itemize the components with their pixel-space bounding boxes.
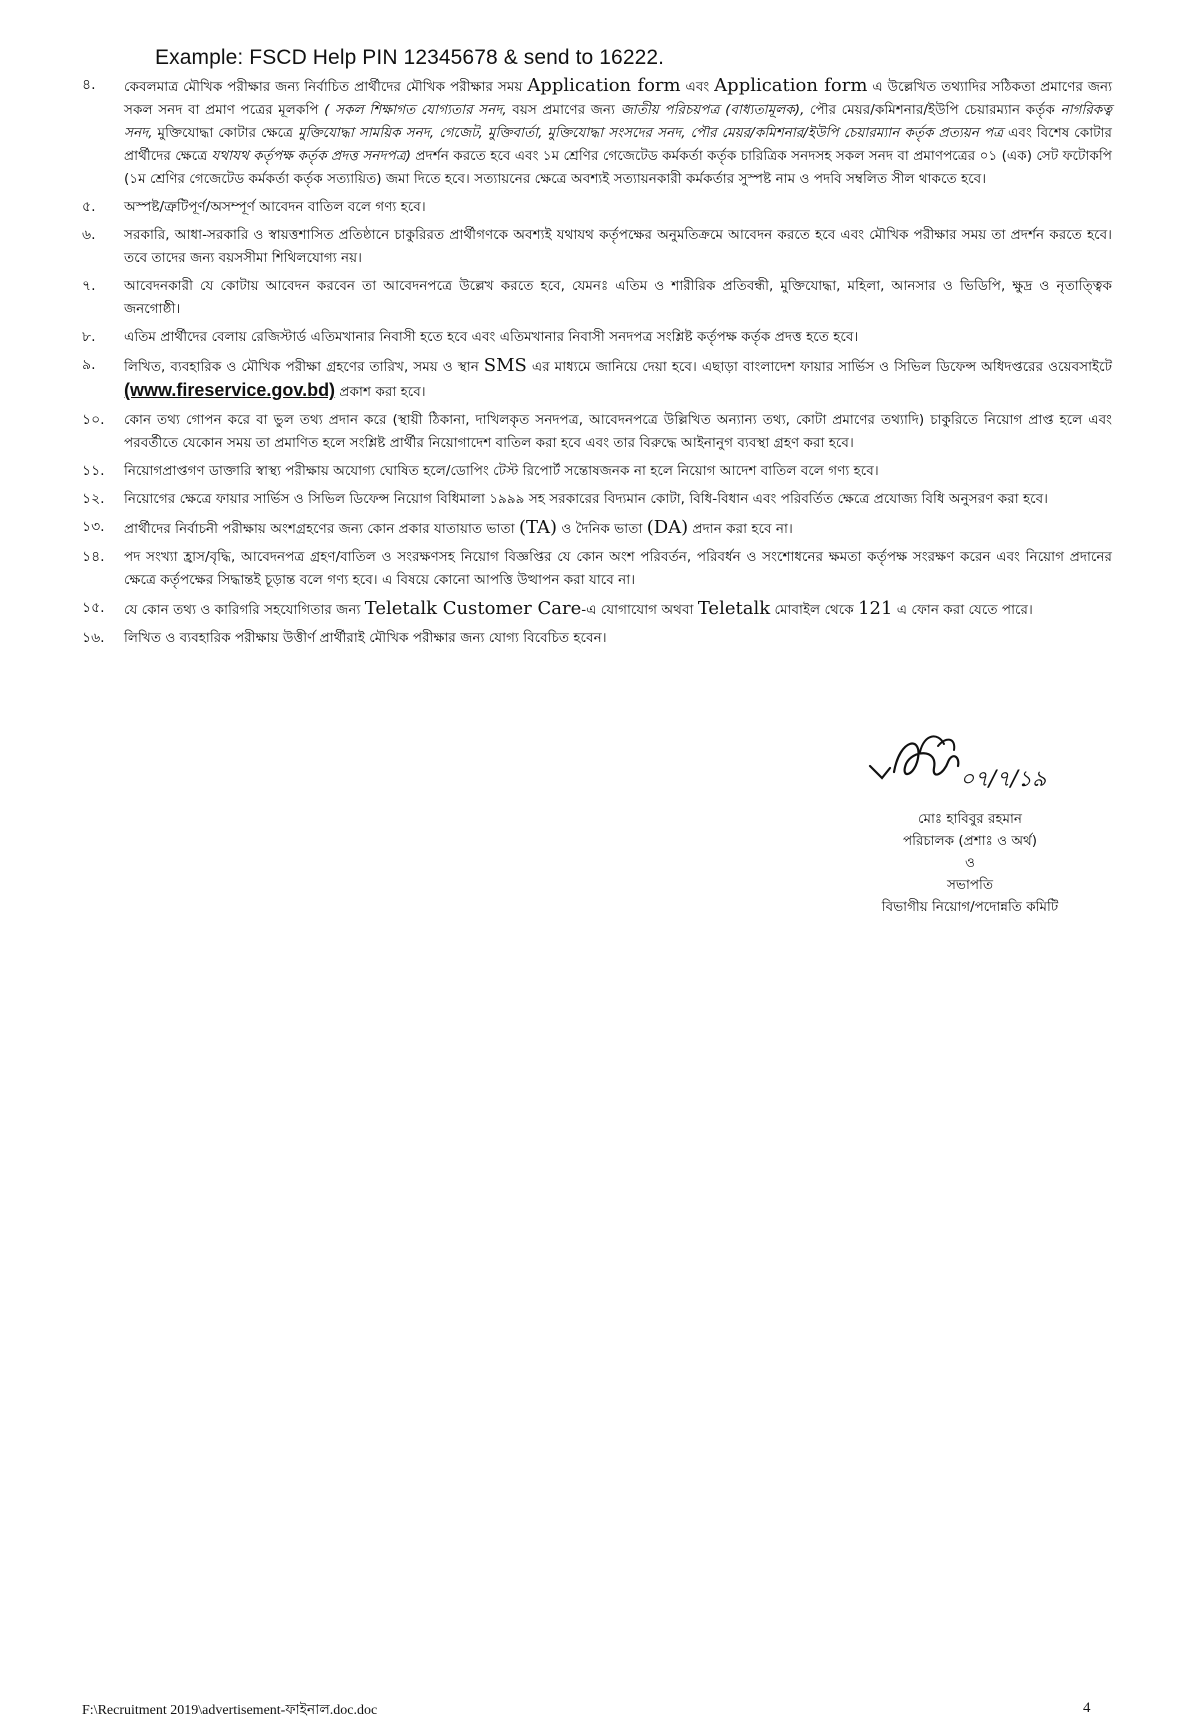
text-segment: (TA) <box>518 517 558 538</box>
item-number: ৬. <box>82 227 96 243</box>
item-number: ১২. <box>82 491 105 507</box>
text-segment: Teletalk Customer Care <box>364 598 582 619</box>
text-segment: এবং <box>680 79 715 95</box>
list-item <box>82 196 1112 219</box>
text-segment: নাগরিকত্ব সনদ, <box>124 102 1112 141</box>
handwritten-signature <box>860 728 1090 798</box>
text-segment: এবং বিশেষ কোটার প্রার্থীদের ক্ষেত্রে <box>124 125 1112 164</box>
item-number: ১৩. <box>82 519 105 535</box>
footer-page-number: 4 <box>1083 1700 1091 1716</box>
item-text: কোন তথ্য গোপন করে বা ভুল তথ্য প্রদান করে (স্থায়ী ঠিকানা, দাখিলকৃত সনদপত্র, আবেদনপত্রে উল্লিখিত অন্যান্য তথ্য, কোটা প্রমাণের তথ্যাদি) চাকুরিতে নিয়োগ প্রাপ্ত হলে এবং পরবর্তীতে যেকোন সময় তা প্রমাণিত হলে সংশ্লিষ্ট প্রার্থীর নিয়োগাদেশ বাতিল করা হবে এবং তার বিরুদ্ধে আইনানুগ ব্যবস্থা গ্রহণ করা হবে। <box>124 412 1112 451</box>
item-number: ৫. <box>82 199 96 215</box>
text-segment: বয়স প্রমাণের জন্য <box>506 102 621 118</box>
item-text <box>124 354 1112 404</box>
item-text: অস্পষ্ট/ত্রুটিপূর্ণ/অসম্পূর্ণ আবেদন বাতিল বলে গণ্য হবে। <box>124 199 426 215</box>
signatory-name: মোঃ হাবিবুর রহমান <box>918 811 1022 827</box>
signatory-conjunction: ও <box>965 855 975 871</box>
text-segment: Application form <box>527 75 681 96</box>
text-segment: 121 <box>858 598 893 619</box>
text-segment: এ ফোন করা যেতে পারে। <box>892 602 1033 618</box>
item-text: লিখিত ও ব্যবহারিক পরীক্ষায় উত্তীর্ণ প্রার্থীরাই মৌখিক পরীক্ষার জন্য যোগ্য বিবেচিত হবেন। <box>124 630 607 646</box>
signatory-committee: বিভাগীয় নিয়োগ/পদোন্নতি কমিটি <box>881 899 1059 915</box>
text-segment: পৌর মেয়র/কমিশনার/ইউপি চেয়ারম্যান কর্তৃক <box>804 102 1061 118</box>
signatory-designation: পরিচালক (প্রশাঃ ও অর্থ) <box>902 833 1038 849</box>
footer-file-path: F:\Recruitment 2019\advertisement-ফাইনাল.doc.doc <box>82 1703 378 1718</box>
list-item <box>82 275 1112 321</box>
text-segment: জাতীয় পরিচয়পত্র (বাধ্যতামূলক), <box>620 102 805 118</box>
text-segment: এ উল্লেখিত তথ্যাদির সঠিকতা প্রমাণের জন্য সকল সনদ বা প্রমাণ পত্রের মূলকপি <box>124 79 1113 118</box>
list-item <box>82 516 1112 541</box>
text-segment: ও দৈনিক ভাতা <box>557 521 647 537</box>
item-number: ১১. <box>82 463 105 479</box>
list-item <box>82 460 1112 483</box>
item-number: ৪. <box>82 77 96 93</box>
list-item <box>82 597 1112 622</box>
list-item <box>82 354 1112 404</box>
item-text: সরকারি, আধা-সরকারি ও স্বায়ত্তশাসিত প্রতিষ্ঠানে চাকুরিরত প্রার্থীগণকে অবশ্যই যথাযথ কর্তৃপক্ষের অনুমতিক্রমে আবেদন করতে হবে এবং মৌখিক পরীক্ষার সময় তা প্রদর্শন করতে হবে। তবে তাদের জন্য বয়সসীমা শিথিলযোগ্য নয়। <box>124 227 1112 266</box>
text-segment: প্রদান করা হবে না। <box>688 521 793 537</box>
item-text: এতিম প্রার্থীদের বেলায় রেজিস্টার্ড এতিমখানার নিবাসী হতে হবে এবং এতিমখানার নিবাসী সনদপত্র সংশ্লিষ্ট কর্তৃপক্ষ কর্তৃক প্রদত্ত হতে হবে। <box>124 329 859 345</box>
signature-date: ০৭/৭/১৯ <box>960 767 1047 792</box>
item-number: ১৬. <box>82 630 105 646</box>
text-segment: Application form <box>714 75 868 96</box>
item-number: ৭. <box>82 278 96 294</box>
example-line: Example: FSCD Help PIN 12345678 & send to 16222. <box>155 46 665 69</box>
item-number: ৯. <box>82 357 96 373</box>
list-item <box>82 326 1112 349</box>
item-number: ৮. <box>82 329 96 345</box>
list-item <box>82 224 1112 270</box>
item-text: নিয়োগের ক্ষেত্রে ফায়ার সার্ভিস ও সিভিল ডিফেন্স নিয়োগ বিধিমালা ১৯৯৯ সহ সরকারের বিদ্যমান কোটা, বিধি-বিধান এবং পরিবর্তিত ক্ষেত্রে প্রযোজ্য বিধি অনুসরণ করা হবে। <box>124 491 1049 507</box>
text-segment: কেবলমাত্র মৌখিক পরীক্ষার জন্য নির্বাচিত প্রার্থীদের মৌখিক পরীক্ষার সময় <box>124 79 528 95</box>
instruction-list <box>82 74 1112 655</box>
item-number: ১৪. <box>82 549 105 565</box>
text-segment: মোবাইল থেকে <box>770 602 859 618</box>
item-number: ১০. <box>82 412 105 428</box>
item-text: নিয়োগপ্রাপ্তগণ ডাক্তারি স্বাস্থ্য পরীক্ষায় অযোগ্য ঘোষিত হলে/ডোপিং টেস্ট রিপোর্ট সন্তোষজনক না হলে নিয়োগ আদেশ বাতিল বলে গণ্য হবে। <box>124 463 879 479</box>
text-segment: যথাযথ কর্তৃপক্ষ কর্তৃক প্রদত্ত সনদপত্র) <box>211 148 412 164</box>
list-item <box>82 627 1112 650</box>
website-link[interactable]: (www.fireservice.gov.bd) <box>124 380 336 400</box>
text-segment: প্রদর্শন করতে হবে এবং ১ম শ্রেণির গেজেটেড কর্মকর্তা কর্তৃক চারিত্রিক সনদসহ সকল সনদ বা প্রমাণপত্রের ০১ (এক) সেট ফটোকপি (১ম শ্রেণির গেজেটেড কর্মকর্তা কর্তৃক সত্যায়িত) জমা দিতে হবে। সত্যায়নের ক্ষেত্রে অবশ্যই সত্যায়নকারী কর্মকর্তার সুস্পষ্ট নাম ও পদবি সম্বলিত সীল থাকতে হবে। <box>124 148 1112 187</box>
text-segment: যে কোন তথ্য ও কারিগরি সহযোগিতার জন্য <box>124 602 365 618</box>
text-segment: এর মাধ্যমে জানিয়ে দেয়া হবে। এছাড়া বাংলাদেশ ফায়ার সার্ভিস ও সিভিল ডিফেন্স অধিদপ্তরের ওয়েবসাইটে <box>526 359 1112 375</box>
list-item <box>82 409 1112 455</box>
text-segment: প্রার্থীদের নির্বাচনী পরীক্ষায় অংশগ্রহণের জন্য কোন প্রকার যাতায়াত ভাতা <box>124 521 519 537</box>
text-segment: প্রকাশ করা হবে। <box>335 384 426 400</box>
text-segment: মুক্তিযোদ্ধা কোটার ক্ষেত্রে <box>152 125 298 141</box>
text-segment: ( সকল শিক্ষাগত যোগ্যতার সনদ, <box>324 102 507 118</box>
signatory-details <box>855 808 1085 918</box>
text-segment: লিখিত, ব্যবহারিক ও মৌখিক পরীক্ষা গ্রহণের তারিখ, সময় ও স্থান <box>124 359 484 375</box>
item-text: পদ সংখ্যা হ্রাস/বৃদ্ধি, আবেদনপত্র গ্রহণ/বাতিল ও সংরক্ষণসহ নিয়োগ বিজ্ঞপ্তির যে কোন অংশ পরিবর্তন, পরিবর্ধন ও সংশোধনের ক্ষমতা কর্তৃপক্ষ সংরক্ষণ করেন এবং নিয়োগ প্রদানের ক্ষেত্রে কর্তৃপক্ষের সিদ্ধান্তই চূড়ান্ত বলে গণ্য হবে। এ বিষয়ে কোনো আপত্তি উত্থাপন করা যাবে না। <box>124 549 1112 588</box>
text-segment: (DA) <box>646 517 689 538</box>
item-text <box>124 597 1112 622</box>
item-text: আবেদনকারী যে কোটায় আবেদন করবেন তা আবেদনপত্রে উল্লেখ করতে হবে, যেমনঃ এতিম ও শারীরিক প্রতিবন্ধী, মুক্তিযোদ্ধা, মহিলা, আনসার ও ভিডিপি, ক্ষুদ্র ও নৃতাত্ত্বিক জনগোষ্ঠী। <box>124 278 1112 317</box>
text-segment: মুক্তিযোদ্ধা সাময়িক সনদ, গেজেট, মুক্তিবার্তা, মুক্তিযোদ্ধা সংসদের সনদ, পৌর মেয়র/কমিশনার/ইউপি চেয়ারম্যান কর্তৃক প্রত্যয়ন পত্র <box>297 125 1004 141</box>
item-number: ১৫. <box>82 600 105 616</box>
list-item <box>82 488 1112 511</box>
text-segment: SMS <box>483 355 527 376</box>
text-segment: -এ যোগাযোগ অথবা <box>581 602 698 618</box>
signatory-role: সভাপতি <box>946 877 994 893</box>
list-item <box>82 546 1112 592</box>
text-segment: Teletalk <box>697 598 771 619</box>
item-text <box>124 516 1112 541</box>
item-text <box>124 74 1112 191</box>
list-item <box>82 74 1112 191</box>
